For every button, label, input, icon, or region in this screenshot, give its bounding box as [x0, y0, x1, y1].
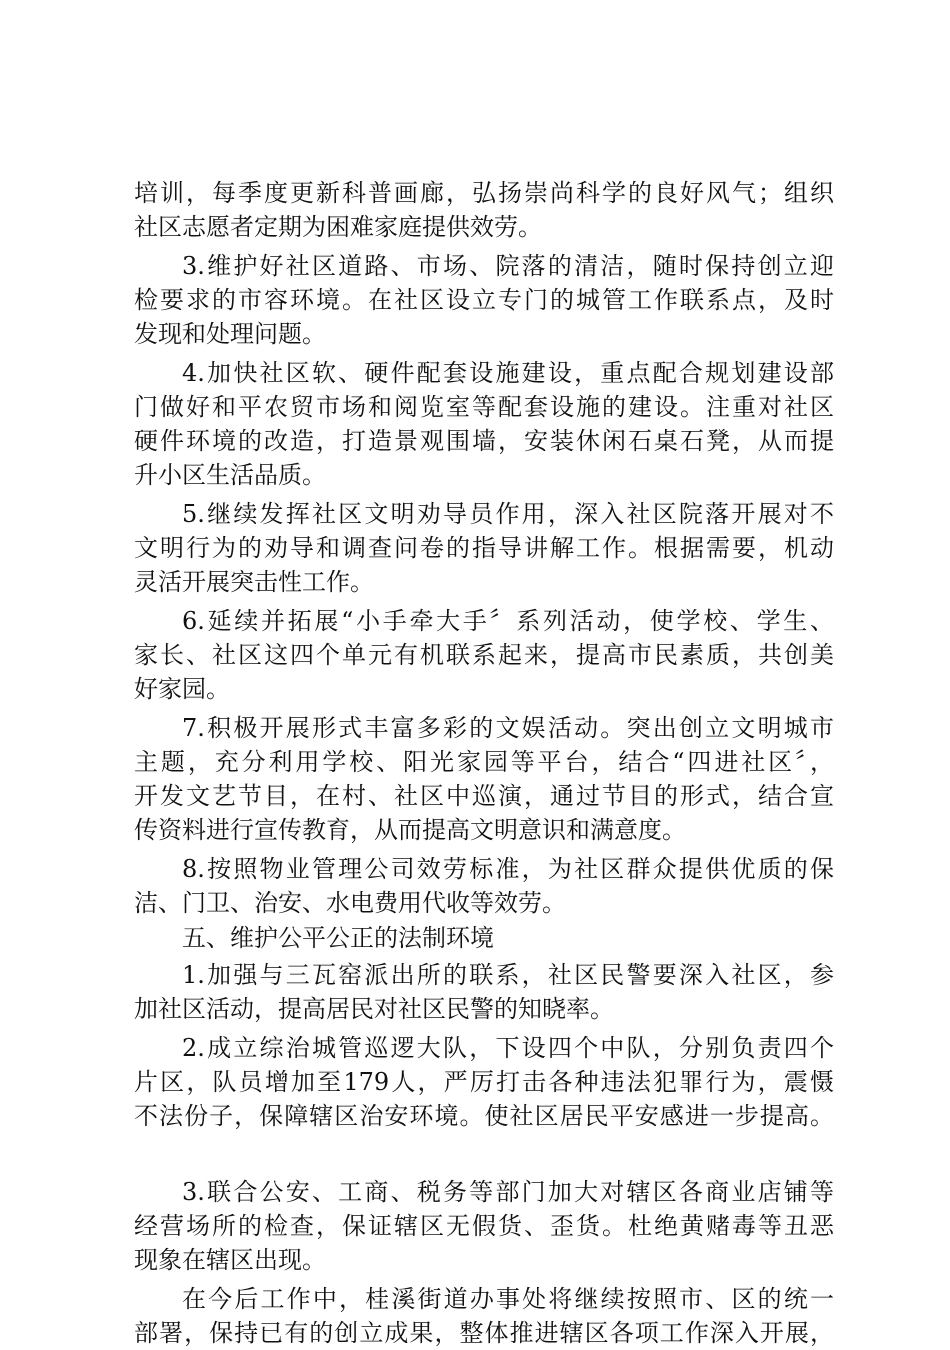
text-line: 3.维护好社区道路、市场、院落的清洁，随时保持创立迎	[182, 252, 834, 280]
text-line: 硬件环境的改造，打造景观围墙，安装休闲石桌石凳，从而提	[134, 427, 834, 455]
text-line: 8.按照物业管理公司效劳标准，为社区群众提供优质的保	[182, 855, 834, 883]
text-line: 开发文艺节目，在村、社区中巡演，通过节目的形式，结合宣	[134, 782, 834, 810]
text-line: 培训，每季度更新科普画廊，弘扬崇尚科学的良好风气；组织	[134, 179, 834, 207]
text-line: 1.加强与三瓦窑派出所的联系，社区民警要深入社区，参	[182, 961, 834, 989]
text-line: 片区，队员增加至179人，严厉打击各种违法犯罪行为，震慑	[134, 1068, 834, 1096]
text-line: 6.延续并拓展“小手牵大手〞系列活动，使学校、学生、	[182, 607, 834, 635]
text-line: 3.联合公安、工商、税务等部门加大对辖区各商业店铺等	[182, 1178, 834, 1206]
text-line: 家长、社区这四个单元有机联系起来，提高市民素质，共创美	[134, 641, 834, 669]
text-line: 加社区活动，提高居民对社区民警的知晓率。	[134, 995, 614, 1023]
text-line: 主题，充分利用学校、阳光家园等平台，结合“四进社区〞，	[134, 748, 834, 776]
text-line: 文明行为的劝导和调查问卷的指导讲解工作。根据需要，机动	[134, 534, 834, 562]
text-line: 洁、门卫、治安、水电费用代收等效劳。	[134, 889, 566, 917]
text-line: 7.积极开展形式丰富多彩的文娱活动。突出创立文明城市	[182, 714, 834, 742]
text-line: 检要求的市容环境。在社区设立专门的城管工作联系点，及时	[134, 286, 834, 314]
text-line: 升小区生活品质。	[134, 461, 326, 489]
text-line: 5.继续发挥社区文明劝导员作用，深入社区院落开展对不	[182, 500, 834, 528]
text-line: 经营场所的检查，保证辖区无假货、歪货。杜绝黄赌毒等丑恶	[134, 1212, 834, 1240]
text-line: 社区志愿者定期为困难家庭提供效劳。	[134, 213, 542, 241]
text-line: 传资料进行宣传教育，从而提高文明意识和满意度。	[134, 816, 686, 844]
text-line: 好家园。	[134, 675, 230, 703]
text-line: 4.加快社区软、硬件配套设施建设，重点配合规划建设部	[182, 359, 834, 387]
text-line: 门做好和平农贸市场和阅览室等配套设施的建设。注重对社区	[134, 393, 834, 421]
text-line: 不法份子，保障辖区治安环境。使社区居民平安感进一步提高。	[134, 1102, 834, 1130]
text-line: 在今后工作中，桂溪街道办事处将继续按照市、区的统一	[182, 1285, 834, 1313]
text-line: 2.成立综治城管巡逻大队，下设四个中队，分别负责四个	[182, 1034, 834, 1062]
text-line: 灵活开展突击性工作。	[134, 568, 374, 596]
text-line: 现象在辖区出现。	[134, 1246, 326, 1274]
section-heading: 五、维护公平公正的法制环境	[182, 924, 494, 952]
text-line: 发现和处理问题。	[134, 320, 326, 348]
text-line: 部署，保持已有的创立成果，整体推进辖区各项工作深入开展，	[134, 1319, 834, 1347]
